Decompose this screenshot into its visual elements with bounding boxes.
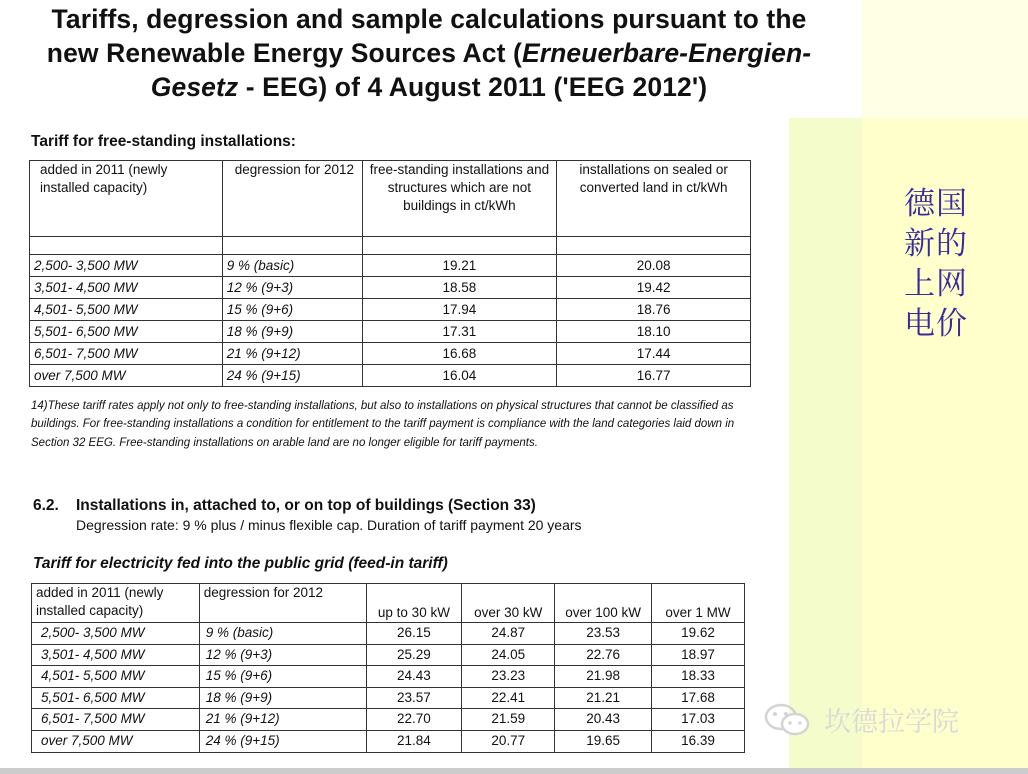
table-header-cell: added in 2011 (newly installed capacity) xyxy=(30,161,223,237)
table-cell: 9 % (basic) xyxy=(222,255,362,277)
table-cell: 24.43 xyxy=(366,666,462,688)
table-cell: 5,501- 6,500 MW xyxy=(32,687,200,709)
table-cell: 6,501- 7,500 MW xyxy=(32,709,200,731)
table-row xyxy=(32,709,745,731)
table-row xyxy=(32,687,745,709)
table-cell: 25.29 xyxy=(366,644,462,666)
table-cell: 19.42 xyxy=(557,277,751,299)
table-cell: 24 % (9+15) xyxy=(222,365,362,387)
table-cell: 16.39 xyxy=(652,730,745,752)
table-cell: 21.21 xyxy=(555,687,652,709)
table-cell: 17.68 xyxy=(652,687,745,709)
table-cell: 20.77 xyxy=(462,730,555,752)
watermark xyxy=(762,700,959,739)
decorative-strip xyxy=(789,118,862,774)
table-cell: 16.77 xyxy=(557,365,751,387)
table-header-cell: free-standing installations and structures which are not buildings in ct/kWh xyxy=(362,161,557,237)
side-note-line: 德国 xyxy=(904,186,968,222)
table-header-row xyxy=(30,161,751,237)
section-description: Degression rate: 9 % plus / minus flexible cap. Duration of tariff payment 20 years xyxy=(76,517,582,533)
table-cell: 4,501- 5,500 MW xyxy=(30,299,223,321)
page-title: Tariffs, degression and sample calculations pursuant to the new Renewable Energy Sources Act (Erneuerbare-Energien- Gesetz - EEG) of 4 August 2011 ('EEG 2012') xyxy=(46,4,812,102)
table-cell: 22.76 xyxy=(555,644,652,666)
table-cell: 18.76 xyxy=(557,299,751,321)
table-cell: 17.44 xyxy=(557,343,751,365)
table-header-cell: over 1 MW xyxy=(652,584,745,623)
table-cell: 21.59 xyxy=(462,709,555,731)
table-cell: 18.97 xyxy=(652,644,745,666)
table-cell: 17.94 xyxy=(362,299,557,321)
table-cell: 12 % (9+3) xyxy=(199,644,366,666)
table-row xyxy=(30,321,751,343)
feed-in-tariff-table xyxy=(31,583,745,753)
table-spacer-row xyxy=(30,237,751,255)
wechat-icon xyxy=(762,702,814,738)
table-cell: 16.68 xyxy=(362,343,557,365)
table-row xyxy=(32,623,745,645)
table-cell: over 7,500 MW xyxy=(32,730,200,752)
table-cell: 21.98 xyxy=(555,666,652,688)
table-cell: 23.57 xyxy=(366,687,462,709)
side-note-line: 电价 xyxy=(904,306,968,342)
table-cell: 22.70 xyxy=(366,709,462,731)
chinese-side-note xyxy=(904,184,974,344)
table-row xyxy=(32,730,745,752)
table-cell: 17.03 xyxy=(652,709,745,731)
table-cell: over 7,500 MW xyxy=(30,365,223,387)
table-row xyxy=(32,644,745,666)
table1-footnote: 14)These tariff rates apply not only to free-standing installations, but also to installations on physical structures that cannot be classified as buildings. For free-standing installations a condition for entitlement to the tariff payment is compliance with the land categories laid down in Section 32 EEG. Free-standing installations on arable land are no longer eligible for tariff payments. xyxy=(31,400,735,449)
table-cell: 3,501- 4,500 MW xyxy=(30,277,223,299)
table-cell: 15 % (9+6) xyxy=(222,299,362,321)
table-row xyxy=(30,343,751,365)
table-row xyxy=(30,255,751,277)
table-row xyxy=(32,666,745,688)
table-cell: 9 % (basic) xyxy=(199,623,366,645)
table-cell: 18.58 xyxy=(362,277,557,299)
table-cell: 3,501- 4,500 MW xyxy=(32,644,200,666)
table-cell: 6,501- 7,500 MW xyxy=(30,343,223,365)
watermark-text: 坎德拉学院 xyxy=(824,707,959,738)
table-cell: 24.05 xyxy=(462,644,555,666)
free-standing-tariff-table xyxy=(29,160,751,387)
table-cell: 21 % (9+12) xyxy=(199,709,366,731)
side-note-line: 上网 xyxy=(904,266,968,302)
table-cell: 12 % (9+3) xyxy=(222,277,362,299)
table-header-cell: degression for 2012 xyxy=(222,161,362,237)
table-cell: 19.62 xyxy=(652,623,745,645)
table-cell: 21.84 xyxy=(366,730,462,752)
table-header-cell: added in 2011 (newly installed capacity) xyxy=(32,584,200,623)
table-cell: 20.43 xyxy=(555,709,652,731)
table-row xyxy=(30,365,751,387)
table-cell: 5,501- 6,500 MW xyxy=(30,321,223,343)
table-cell: 18 % (9+9) xyxy=(222,321,362,343)
bottom-bar xyxy=(0,768,1028,774)
table-cell: 16.04 xyxy=(362,365,557,387)
table-cell: 24.87 xyxy=(462,623,555,645)
table-cell: 18.10 xyxy=(557,321,751,343)
table-cell: 19.65 xyxy=(555,730,652,752)
table-row xyxy=(30,299,751,321)
table-cell: 18.33 xyxy=(652,666,745,688)
table-cell: 23.53 xyxy=(555,623,652,645)
side-note-line: 新的 xyxy=(904,226,968,262)
table-header-cell: up to 30 kW xyxy=(366,584,462,623)
table-cell: 20.08 xyxy=(557,255,751,277)
table-cell: 2,500- 3,500 MW xyxy=(30,255,223,277)
section-number: 6.2. xyxy=(33,497,59,514)
table-cell: 19.21 xyxy=(362,255,557,277)
table-header-cell: installations on sealed or converted land in ct/kWh xyxy=(557,161,751,237)
table2-heading: Tariff for electricity fed into the public grid (feed-in tariff) xyxy=(33,555,448,572)
table-cell: 18 % (9+9) xyxy=(199,687,366,709)
table-cell: 15 % (9+6) xyxy=(199,666,366,688)
section-title: Installations in, attached to, or on top of buildings (Section 33) xyxy=(76,497,536,514)
table-cell: 22.41 xyxy=(462,687,555,709)
table-header-cell: over 100 kW xyxy=(555,584,652,623)
table-header-row xyxy=(32,584,745,623)
table-row xyxy=(30,277,751,299)
table-cell: 24 % (9+15) xyxy=(199,730,366,752)
side-panel-top xyxy=(862,0,1028,118)
table1-heading: Tariff for free-standing installations: xyxy=(31,133,296,150)
section-heading xyxy=(33,497,536,515)
table-header-cell: degression for 2012 xyxy=(199,584,366,623)
table-cell: 23.23 xyxy=(462,666,555,688)
table-cell: 26.15 xyxy=(366,623,462,645)
side-panel xyxy=(862,0,1028,774)
table-header-cell: over 30 kW xyxy=(462,584,555,623)
table-cell: 4,501- 5,500 MW xyxy=(32,666,200,688)
table-cell: 2,500- 3,500 MW xyxy=(32,623,200,645)
table-cell: 17.31 xyxy=(362,321,557,343)
table-cell: 21 % (9+12) xyxy=(222,343,362,365)
